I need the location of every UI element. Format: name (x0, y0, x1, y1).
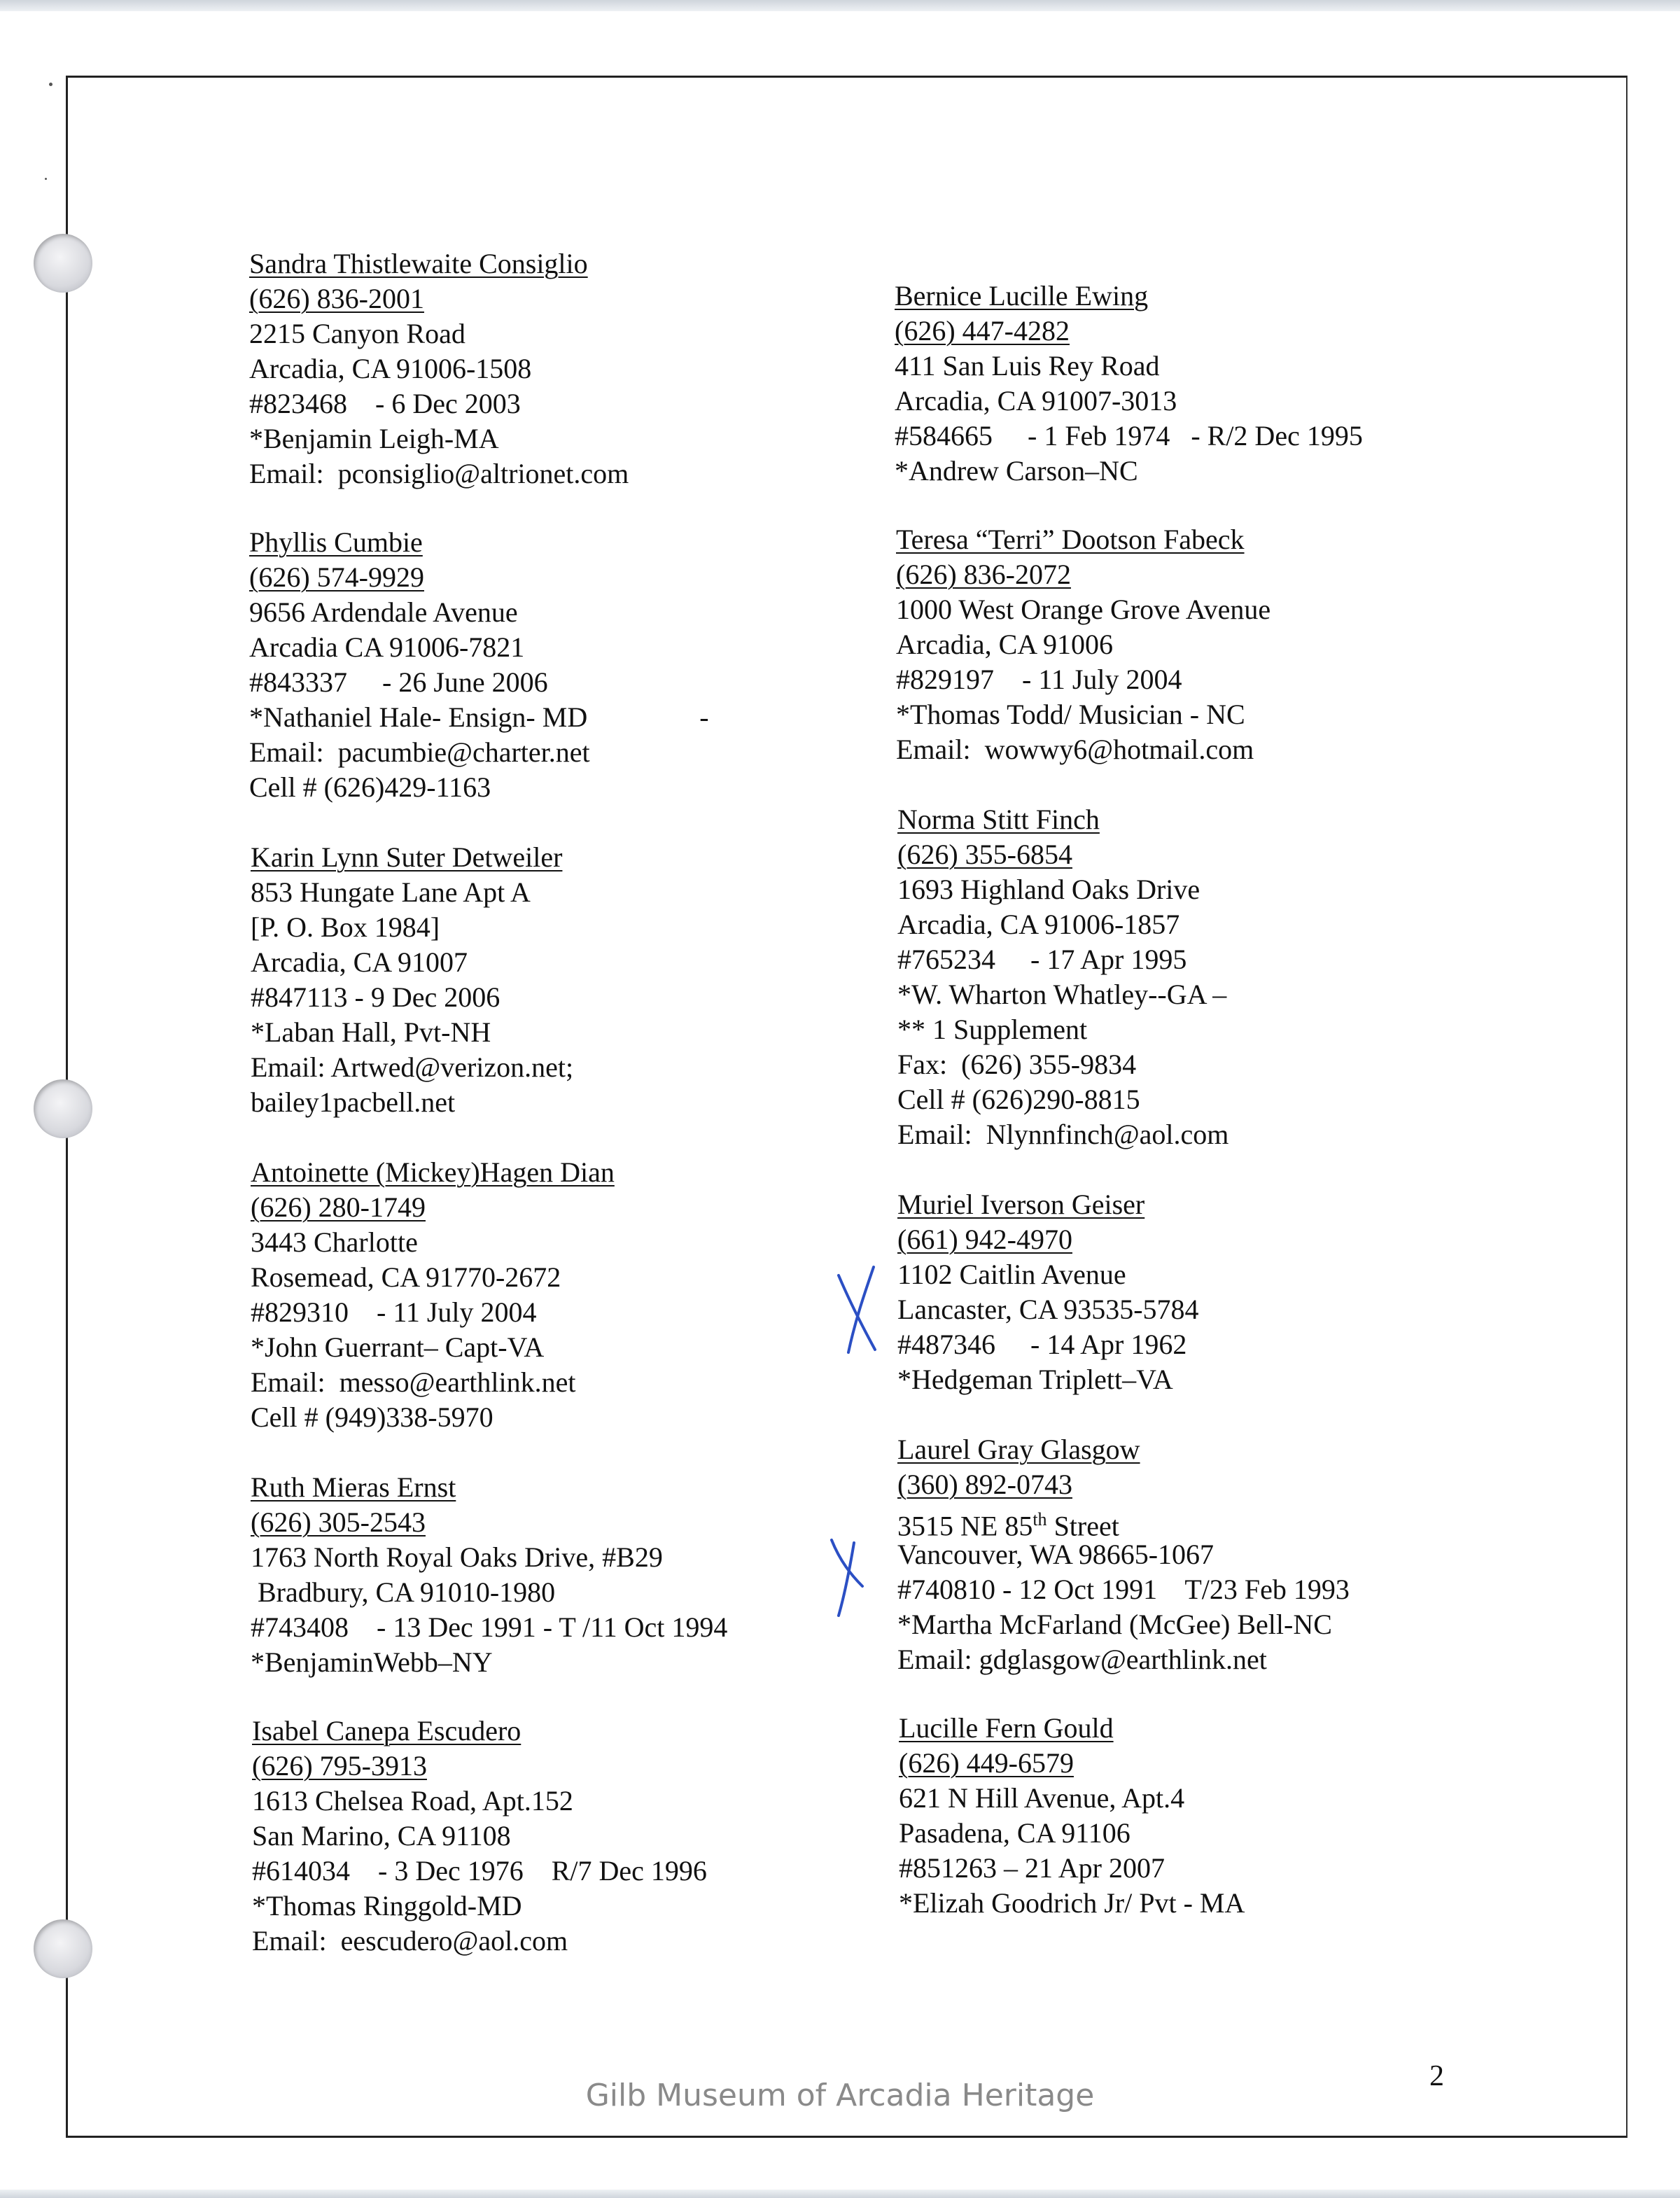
member-email: Email: messo@earthlink.net (251, 1366, 576, 1398)
right-column (896, 522, 1526, 767)
member-name: Norma Stitt Finch (897, 804, 1100, 835)
scan-speck (49, 83, 52, 86)
right-column (897, 802, 1527, 1152)
member-phone: (626) 305-2543 (251, 1506, 426, 1538)
member-entry (897, 1432, 1527, 1677)
member-name: Sandra Thistlewaite Consiglio (249, 248, 588, 279)
member-line: #584665 - 1 Feb 1974 - R/2 Dec 1995 (895, 420, 1363, 451)
member-line: 411 San Luis Rey Road (895, 350, 1160, 382)
binder-hole-icon (34, 234, 92, 293)
member-line: Arcadia CA 91006-7821 (249, 631, 525, 663)
scan-bottom-edge (0, 2190, 1680, 2198)
member-name: Teresa “Terri” Dootson Fabeck (896, 524, 1245, 555)
street-number: 3515 NE 85 (897, 1510, 1033, 1542)
member-entry (899, 1711, 1529, 1921)
member-line: Rosemead, CA 91770-2672 (251, 1261, 561, 1293)
member-line: *W. Wharton Whatley--GA – (897, 979, 1227, 1010)
member-phone: (626) 449-6579 (899, 1747, 1074, 1779)
right-column (897, 1187, 1527, 1397)
member-line: #765234 - 17 Apr 1995 (897, 944, 1187, 975)
member-name: Muriel Iverson Geiser (897, 1189, 1145, 1220)
member-line: 2215 Canyon Road (249, 318, 465, 349)
member-email: Email: Artwed@verizon.net; (251, 1051, 574, 1083)
left-column (251, 1470, 881, 1680)
member-line: #829310 - 11 July 2004 (251, 1296, 537, 1328)
member-entry (895, 279, 1525, 489)
member-entry (896, 522, 1526, 767)
museum-watermark: Gilb Museum of Arcadia Heritage (585, 2078, 1095, 2113)
member-entry (249, 246, 879, 491)
member-phone: (626) 574-9929 (249, 561, 424, 593)
member-line: 9656 Ardendale Avenue (249, 596, 518, 628)
member-name: Phyllis Cumbie (249, 526, 423, 558)
member-line: *Andrew Carson–NC (895, 455, 1138, 486)
member-line: Arcadia, CA 91007 (251, 946, 468, 978)
member-line: *Elizah Goodrich Jr/ Pvt - MA (899, 1887, 1245, 1919)
member-phone: (626) 280-1749 (251, 1191, 426, 1223)
member-line: 3443 Charlotte (251, 1226, 418, 1258)
member-line: Arcadia, CA 91006 (896, 629, 1113, 660)
member-line: #851263 – 21 Apr 2007 (899, 1852, 1165, 1884)
member-email: Email: pacumbie@charter.net (249, 736, 590, 768)
member-line: 1763 North Royal Oaks Drive, #B29 (251, 1541, 663, 1573)
member-email: Email: pconsiglio@altrionet.com (249, 458, 629, 489)
member-line (897, 1502, 1527, 1542)
member-line: Lancaster, CA 93535-5784 (897, 1294, 1199, 1325)
member-entry (897, 802, 1527, 1152)
member-line: Pasadena, CA 91106 (899, 1817, 1130, 1849)
left-column (252, 1714, 882, 1959)
member-line: *John Guerrant– Capt-VA (251, 1331, 545, 1363)
member-line: #843337 - 26 June 2006 (249, 666, 548, 698)
member-email: Email: eescudero@aol.com (252, 1925, 568, 1956)
member-line: *BenjaminWebb–NY (251, 1646, 493, 1678)
member-line: #823468 - 6 Dec 2003 (249, 388, 521, 419)
member-line: #487346 - 14 Apr 1962 (897, 1329, 1187, 1360)
member-line: [P. O. Box 1984] (251, 911, 440, 943)
member-name: Lucille Fern Gould (899, 1712, 1114, 1744)
handwritten-x-icon (834, 1260, 883, 1358)
left-column (249, 246, 879, 491)
street-suffix: Street (1046, 1510, 1119, 1542)
member-line: *Nathaniel Hale- Ensign- MD - (249, 701, 709, 733)
member-entry (251, 1155, 881, 1435)
member-line: Arcadia, CA 91006-1857 (897, 909, 1180, 940)
member-line: 1102 Caitlin Avenue (897, 1259, 1126, 1290)
member-phone: (626) 836-2001 (249, 283, 424, 314)
member-phone: (626) 447-4282 (895, 315, 1070, 346)
member-line: ** 1 Supplement (897, 1014, 1088, 1045)
member-line: #740810 - 12 Oct 1991 T/23 Feb 1993 (897, 1574, 1350, 1605)
member-line: Arcadia, CA 91007-3013 (895, 385, 1177, 416)
member-line: Bradbury, CA 91010-1980 (251, 1576, 556, 1608)
handwritten-x-icon (826, 1526, 875, 1624)
member-fax: Fax: (626) 355-9834 (897, 1049, 1137, 1080)
member-entry (251, 1470, 881, 1680)
member-name: Isabel Canepa Escudero (252, 1715, 522, 1746)
member-cell: Cell # (626)429-1163 (249, 771, 491, 803)
member-line: *Hedgeman Triplett–VA (897, 1364, 1173, 1395)
scan-speck (45, 178, 47, 180)
member-line: *Thomas Ringgold-MD (252, 1890, 522, 1921)
member-name: Antoinette (Mickey)Hagen Dian (251, 1156, 615, 1188)
member-email: bailey1pacbell.net (251, 1086, 456, 1118)
member-email: Email: gdglasgow@earthlink.net (897, 1644, 1267, 1675)
member-entry (249, 525, 879, 805)
member-line: Vancouver, WA 98665-1067 (897, 1539, 1214, 1570)
member-entry (897, 1187, 1527, 1397)
member-entry (252, 1714, 882, 1959)
member-name: Bernice Lucille Ewing (895, 280, 1149, 312)
page-number: 2 (1429, 2060, 1444, 2092)
member-phone: (626) 355-6854 (897, 839, 1072, 870)
right-column (897, 1432, 1527, 1677)
member-line: 1613 Chelsea Road, Apt.152 (252, 1785, 573, 1816)
member-entry (251, 840, 881, 1120)
member-phone: (661) 942-4970 (897, 1224, 1072, 1255)
member-line: *Martha McFarland (McGee) Bell-NC (897, 1609, 1332, 1640)
member-line: Arcadia, CA 91006-1508 (249, 353, 532, 384)
member-line: *Laban Hall, Pvt-NH (251, 1016, 491, 1048)
member-line: 1000 West Orange Grove Avenue (896, 594, 1271, 625)
binder-hole-icon (34, 1079, 92, 1138)
member-line: 621 N Hill Avenue, Apt.4 (899, 1782, 1185, 1814)
left-column (249, 525, 879, 805)
member-line: #847113 - 9 Dec 2006 (251, 981, 500, 1013)
member-cell: Cell # (949)338-5970 (251, 1401, 493, 1433)
right-column (895, 279, 1525, 489)
right-column (899, 1711, 1529, 1921)
member-email: Email: Nlynnfinch@aol.com (897, 1119, 1229, 1150)
member-cell: Cell # (626)290-8815 (897, 1084, 1140, 1115)
member-phone: (626) 795-3913 (252, 1750, 427, 1782)
member-phone: (626) 836-2072 (896, 559, 1071, 590)
ordinal-suffix: th (1032, 1509, 1047, 1530)
member-name: Ruth Mieras Ernst (251, 1471, 456, 1503)
left-column (251, 1155, 881, 1435)
member-name: Laurel Gray Glasgow (897, 1434, 1140, 1465)
left-column (251, 840, 881, 1120)
member-line: *Thomas Todd/ Musician - NC (896, 699, 1245, 730)
member-phone: (360) 892-0743 (897, 1469, 1072, 1500)
member-line: #829197 - 11 July 2004 (896, 664, 1182, 695)
scan-top-edge (0, 0, 1680, 11)
member-name: Karin Lynn Suter Detweiler (251, 841, 563, 873)
member-line: 853 Hungate Lane Apt A (251, 876, 531, 908)
binder-hole-icon (34, 1919, 92, 1978)
member-line: #614034 - 3 Dec 1976 R/7 Dec 1996 (252, 1855, 707, 1886)
member-line: San Marino, CA 91108 (252, 1820, 511, 1851)
member-line: #743408 - 13 Dec 1991 - T /11 Oct 1994 (251, 1611, 728, 1643)
member-line: 1693 Highland Oaks Drive (897, 874, 1200, 905)
member-line: *Benjamin Leigh-MA (249, 423, 499, 454)
member-email: Email: wowwy6@hotmail.com (896, 734, 1254, 765)
